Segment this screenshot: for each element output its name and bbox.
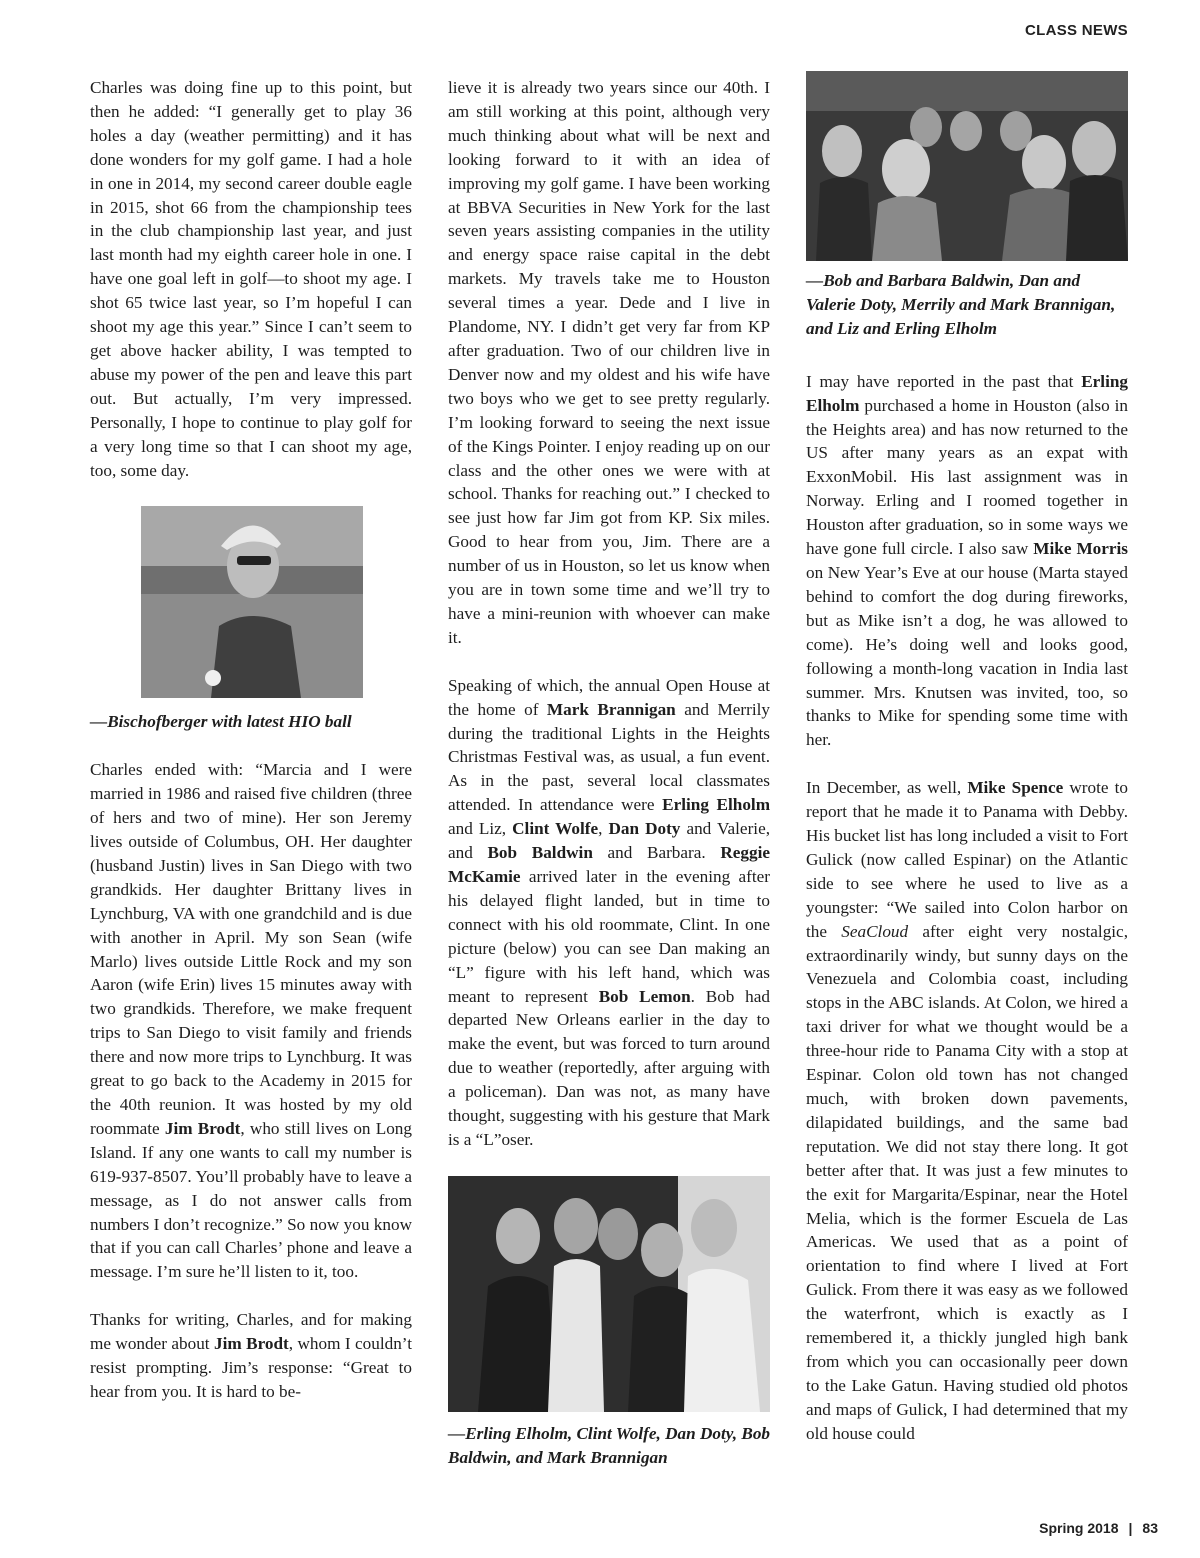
photo-couples — [806, 71, 1128, 261]
issue-label: Spring 2018 — [1039, 1520, 1119, 1536]
paragraph-open-house: Speaking of which, the annual Open House at the home of Mark Brannigan and Merrily during the traditional Lights in the Heights Christmas Festival was, as usual, a fun event. As in the past, several local classmates attended. In attendance were Erling Elholm and Liz, Clint Wolfe, Dan Doty and Valerie, and Bob Baldwin and Barbara. Reggie McKamie arrived later in the evening after his delayed flight landed, but in time to connect with his old roommate, Clint. In one picture (below) you can see Dan making an “L” figure with his left hand, which was meant to represent Bob Lemon. Bob had departed New Orleans earlier in the day to make the event, but was forced to turn around due to weather (reportedly, after arguing with a policeman). Dan was not, as many have thought, suggesting with his gesture that Mark is a “L”oser. — [448, 675, 771, 1149]
section-header: CLASS NEWS — [1024, 22, 1128, 39]
paragraph-jim-response: lieve it is already two years since our 40th. I am still working at this point, although very much thinking about what will be next and looking forward to it with an idea of improving my golf game. I have been working at BBVA Securities in New York for the last seven years assisting companies in the utility and energy space raise capital in the debt markets. My travels take me to Houston several times a year. Dede and I live in Plandome, NY. I didn’t get very far from KP after graduation. Two of our children live in Denver now and my oldest and his wife have two boys who we get to see pretty regularly. I’m looking forward to seeing the next issue of the Kings Pointer. I enjoy reading up on our class and the other ones we were with at school. Thanks for reaching out.” I checked to see just how far Jim got from KP. Six miles. Good to hear from you, Jim. There are a number of us in Houston, so let us know when you are in town some time and we’ll try to have a mini-reunion with whoever can make it. — [448, 78, 770, 647]
photo-bischofberger — [141, 506, 363, 698]
paragraph-panama: In December, as well, Mike Spence wrote to report that he made it to Panama with Debby. His bucket list has long included a visit to Fort Gulick (now called Espinar) on the Atlantic side to see where he used to live as a youngster: “We sailed into Colon harbor on the SeaCloud after eight very nostalgic, extraordinarily windy, but sunny days on the Venezuela and Colombia coast, including stops in the ABC islands. At Colon, we hired a taxi driver for what we thought would be a three-hour ride to Panama City with a stop at Espinar. Colon old town has not changed much, with broken down pavements, dilapidated buildings, and the same bad reputation. We did not stay there long. It got better after that. It was just a few minutes to the exit for Margarita/Espinar, near the Hotel Melia, which is the former Escuela de Las Americas. We used that as a point of orientation to find where I lived at Fort Gulick. From there it was easy as we followed the waterfront, which is exactly as I remembered it, a thickly jungled high bank from which you can occasionally peer down to the Lake Gatun. Having studied old photos and maps of Gulick, I had determined that my old house could — [806, 778, 1128, 1443]
page-footer — [1039, 1520, 1158, 1536]
photo-caption-five-classmates: —Erling Elholm, Clint Wolfe, Dan Doty, Bob Baldwin, and Mark Brannigan — [448, 1423, 771, 1467]
column-left — [90, 76, 412, 1404]
photo-five-classmates — [448, 1176, 770, 1412]
paragraph-erling: I may have reported in the past that Erling Elholm purchased a home in Houston (also in the Heights area) and has now returned to the US after many years as an expat with ExxonMobil. His last assignment was in Norway. Erling and I roomed together in Houston after graduation, so in some ways we have gone full circle. I also saw Mike Morris on New Year’s Eve at our house (Marta stayed behind to comfort the dog during fireworks, but as Mike isn’t a dog, he was allowed to come). He’s doing well and looks good, following a month-long vacation in India last summer. Mrs. Knutsen was invited, too, so thanks to Mike for spending some time with her. — [806, 371, 1128, 750]
name-jim-brodt-2: Jim Brodt — [214, 1334, 289, 1354]
footer-separator: | — [1128, 1520, 1133, 1536]
photo-caption-bischofberger: —Bischofberger with latest HIO ball — [90, 712, 352, 732]
paragraph-golf: Charles was doing fine up to this point, but then he added: “I generally get to play 36 holes a day (weather permitting) and it has done wonders for my golf game. I had a hole in one in 2014, my second career double eagle in 2015, shot 66 from the championship tees in the club championship last year, and just last month had my eighth career hole in one. I have one goal left in golf—to shoot my age. I shot 65 twice last year, so I’m hopeful I can shoot my age this year.” Since I can’t seem to get above hacker ability, I was tempted to abuse my power of the pen and leave this part out. But actually, I’m very impressed. Personally, I hope to continue to play golf for a very long time so that I can shoot my age, too, some day. — [90, 78, 412, 480]
column-middle — [448, 76, 770, 1494]
column-right — [806, 71, 1128, 1446]
name-jim-brodt: Jim Brodt — [164, 1118, 241, 1138]
paragraph-family: Charles ended with: “Marcia and I were married in 1986 and raised five children (three of hers and two of mine). Her son Jeremy lives outside of Columbus, OH. Her daughter (husband Justin) lives in San Diego with two grandkids. Her daughter Brittany lives in Lynchburg, VA with one grandchild and is due with another in April. My son Sean (wife Marlo) lives outside Little Rock and my son Aaron (wife Erin) lives 15 minutes away with two grandkids. Therefore, we make frequent trips to San Diego to visit family and friends there and now more trips to Lynchburg. It was great to go back to the Academy in 2015 for the 40th reunion. It was hosted by my old roommate Jim Brodt, who still lives on Long Island. If any one wants to call my number is 619-937-8507. You’ll probably have to leave a message, as I do not answer calls from numbers I don’t recognize.” So now you know that if you can call Charles’ phone and leave a message. I’m sure he’ll listen to it, too. — [90, 760, 412, 1282]
paragraph-thanks: Thanks for writing, Charles, and for making me wonder about Jim Brodt, whom I couldn’t resist prompting. Jim’s response: “Great to hear from you. It is hard to be- — [90, 1310, 412, 1401]
page-number: 83 — [1142, 1520, 1158, 1536]
photo-caption-couples: —Bob and Barbara Baldwin, Dan and Valerie Doty, Merrily and Mark Brannigan, and Liz and Erling Elholm — [806, 271, 1116, 338]
